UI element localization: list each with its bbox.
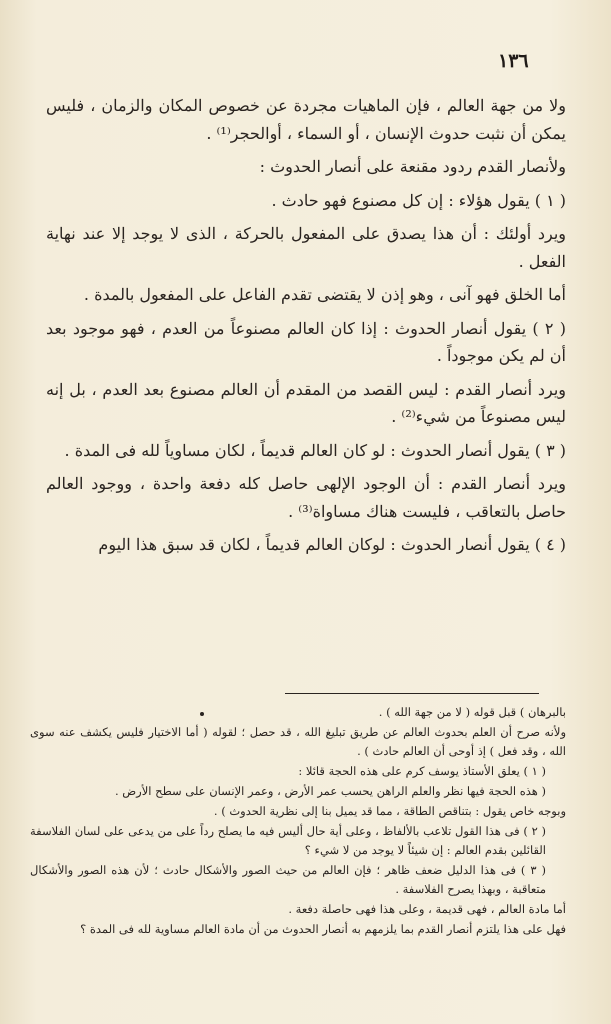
footnote-line: بالبرهان ) قبل قوله ( لا من جهة الله ) . bbox=[378, 705, 566, 719]
footnote-line: فهل على هذا يلتزم أنصار القدم بما يلزمهم به أنصار الحدوث من أن مادة العالم مساوية لله فى المدة ؟ bbox=[80, 922, 566, 936]
paragraph: ويرد أولئك : أن هذا يصدق على المفعول بالحركة ، الذى لا يوجد إلا عند نهاية الفعل . bbox=[46, 224, 566, 271]
footnotes bbox=[30, 703, 566, 940]
paragraph: ولأنصار القدم ردود مقنعة على أنصار الحدوث : bbox=[259, 157, 566, 176]
footnote-line: ( ٢ ) فى هذا القول تلاعب بالألفاظ ، وعلى أية حال أليس فيه ما يصلح رداً على من يدعى على لسان الفلاسفة القائلين بقدم العالم : إن شيئاً لا يوجد من لا شيء ؟ bbox=[30, 824, 546, 857]
footnote-line: ولأنه صرح أن العلم بحدوث العالم عن طريق تبليغ الله ، قد حصل ؛ لقوله ( أما الاختيار فليس يكشف عنه سوى الله ، وقد فعل ) إذ أوحى أن العالم حادث ) . bbox=[30, 725, 566, 758]
footnote-line: وبوجه خاص يقول : بتناقص الطاقة ، مما قد يميل بنا إلى نظرية الحدوث ) . bbox=[213, 804, 566, 818]
paragraph: ( ٤ ) يقول أنصار الحدوث : لوكان العالم قديماً ، لكان قد سبق هذا اليوم bbox=[98, 535, 566, 554]
paragraph: ويرد أنصار القدم : ليس القصد من المقدم أن العالم مصنوع بعد العدم ، بل إنه ليس مصنوعاً من شيء⁽²⁾ . bbox=[46, 379, 566, 426]
paragraph: ( ١ ) يقول هؤلاء : إن كل مصنوع فهو حادث . bbox=[271, 190, 566, 210]
footnote-line: ( ١ ) يعلق الأستاذ يوسف كرم على هذه الحجة قائلا : bbox=[298, 764, 546, 778]
paragraph: ( ٢ ) يقول أنصار الحدوث : إذا كان العالم مصنوعاً من العدم ، فهو موجود بعد أن لم يكن موجوداً . bbox=[46, 318, 567, 365]
paragraph: ( ٣ ) يقول أنصار الحدوث : لو كان العالم قديماً ، لكان مساوياً لله فى المدة . bbox=[64, 440, 566, 460]
footnote-line: ( هذه الحجة فيها نظر والعلم الراهن يحسب عمر الأرض ، وعمر الإنسان على سطح الأرض . bbox=[114, 784, 546, 798]
main-text bbox=[46, 92, 566, 565]
paragraph: ويرد أنصار القدم : أن الوجود الإلهى حاصل كله دفعة واحدة ، ووجود العالم حاصل بالتعاقب ، فليست هناك مساواة⁽³⁾ . bbox=[46, 474, 566, 521]
page-number: ١٣٦ bbox=[498, 50, 529, 72]
paragraph: أما الخلق فهو آنى ، وهو إذن لا يقتضى تقدم الفاعل على المفعول بالمدة . bbox=[83, 285, 566, 304]
footnote-divider bbox=[285, 693, 539, 694]
footnote-line: أما مادة العالم ، فهى قديمة ، وعلى هذا فهى حاصلة دفعة . bbox=[288, 902, 566, 916]
paragraph: ولا من جهة العالم ، فإن الماهيات مجردة عن خصوص المكان والزمان ، فليس يمكن أن نثبت حدوث الإنسان ، أو السماء ، أوالحجر⁽¹⁾ . bbox=[46, 96, 567, 143]
footnote-line: ( ٣ ) فى هذا الدليل ضعف ظاهر ؛ فإن العالم من حيث الصور والأشكال حادث ؛ لأن هذه الصور والأشكال متعاقبة ، وبهذا يصرح الفلاسفة . bbox=[30, 863, 546, 896]
